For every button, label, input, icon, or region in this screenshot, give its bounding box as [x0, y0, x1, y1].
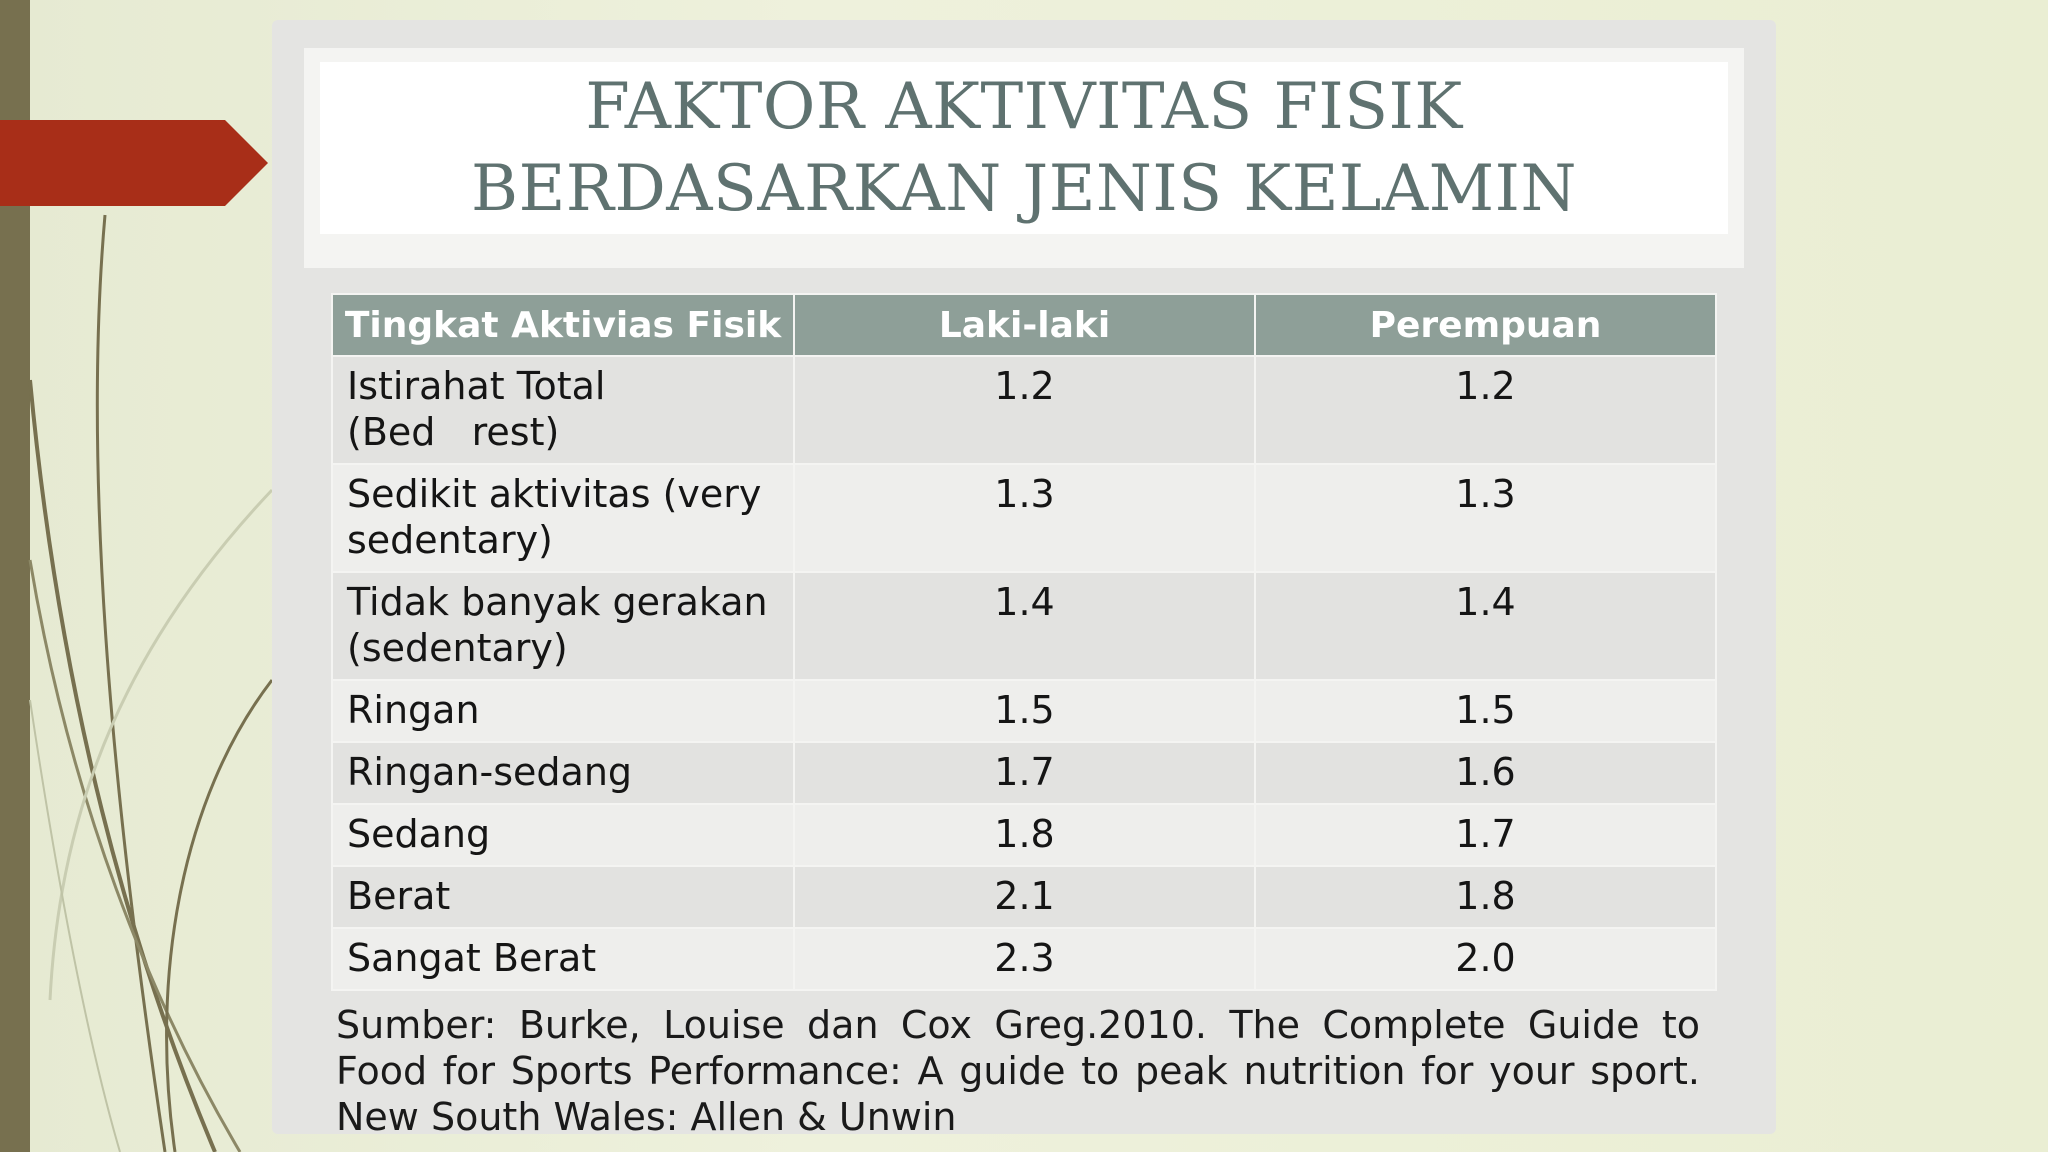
cell-activity-level: Sangat Berat	[332, 928, 794, 990]
cell-female: 1.7	[1255, 804, 1716, 866]
activity-factor-table	[331, 293, 1717, 991]
level-line-1: Istirahat Total	[347, 364, 606, 408]
cell-male: 1.4	[794, 572, 1255, 680]
header-activity-level: Tingkat Aktivias Fisik	[332, 294, 794, 356]
cell-female: 1.3	[1255, 464, 1716, 572]
level-line-1: Sedikit aktivitas (very	[347, 472, 762, 516]
cell-male: 1.2	[794, 356, 1255, 464]
cell-activity-level	[332, 464, 794, 572]
cell-female: 1.8	[1255, 866, 1716, 928]
cell-male: 1.8	[794, 804, 1255, 866]
cell-male: 2.3	[794, 928, 1255, 990]
cell-male: 1.5	[794, 680, 1255, 742]
level-line-1: Tidak banyak gerakan	[347, 580, 768, 624]
table-row	[332, 928, 1716, 990]
table-row	[332, 742, 1716, 804]
title-inner	[320, 62, 1728, 234]
header-male: Laki-laki	[794, 294, 1255, 356]
table-row	[332, 804, 1716, 866]
cell-male: 1.3	[794, 464, 1255, 572]
slide-title-line-2: BERDASARKAN JENIS KELAMIN	[471, 152, 1577, 226]
cell-male: 2.1	[794, 866, 1255, 928]
cell-female: 2.0	[1255, 928, 1716, 990]
table-row	[332, 680, 1716, 742]
header-female: Perempuan	[1255, 294, 1716, 356]
cell-activity-level: Ringan-sedang	[332, 742, 794, 804]
table-row	[332, 464, 1716, 572]
table-row	[332, 356, 1716, 464]
cell-female: 1.4	[1255, 572, 1716, 680]
cell-activity-level: Ringan	[332, 680, 794, 742]
table-header-row	[332, 294, 1716, 356]
level-line-2: (Bed rest)	[347, 410, 560, 454]
slide-title-line-1: FAKTOR AKTIVITAS FISIK	[585, 70, 1463, 144]
source-citation: Sumber: Burke, Louise dan Cox Greg.2010. The Complete Guide to Food for Sports Performance: A guide to peak nutrition for your sport. New South Wales: Allen & Unwin	[336, 1003, 1700, 1139]
cell-female: 1.2	[1255, 356, 1716, 464]
cell-activity-level: Sedang	[332, 804, 794, 866]
title-box	[304, 48, 1744, 268]
cell-activity-level: Berat	[332, 866, 794, 928]
table-row	[332, 866, 1716, 928]
table-row	[332, 572, 1716, 680]
cell-activity-level	[332, 572, 794, 680]
cell-activity-level	[332, 356, 794, 464]
level-line-2: (sedentary)	[347, 626, 568, 670]
red-arrow-shape	[0, 120, 268, 206]
cell-female: 1.5	[1255, 680, 1716, 742]
cell-male: 1.7	[794, 742, 1255, 804]
cell-female: 1.6	[1255, 742, 1716, 804]
level-line-2: sedentary)	[347, 518, 553, 562]
